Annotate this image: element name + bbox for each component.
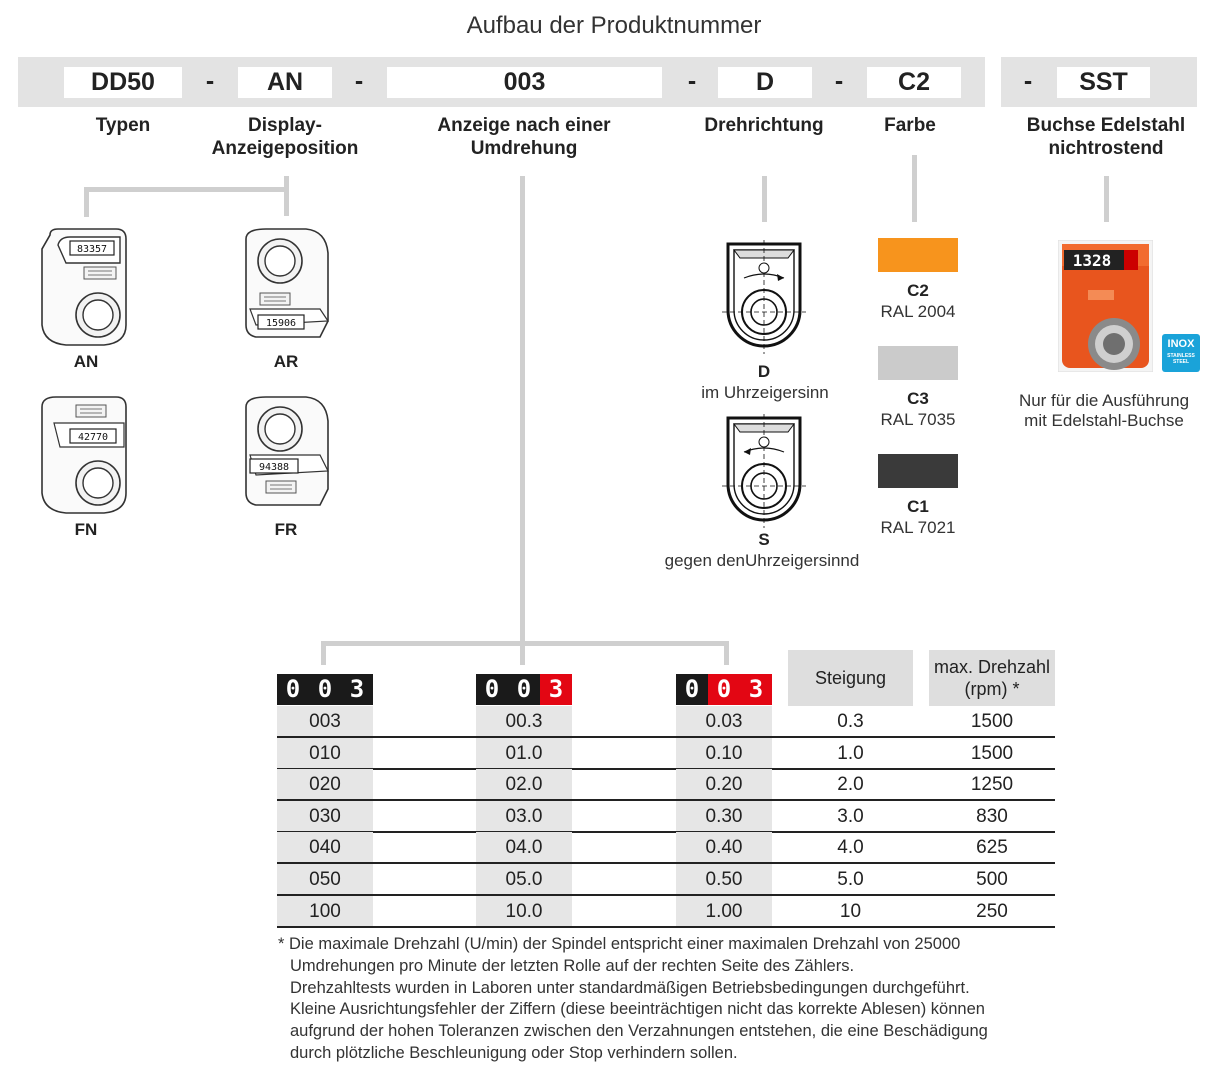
label-reading: Anzeige nach einer Umdrehung	[437, 115, 611, 159]
cell-reading-two-decimals: 0.50	[676, 864, 772, 895]
label-display: Display- Anzeigeposition	[211, 115, 359, 159]
code-dash: -	[834, 67, 844, 95]
cell-pitch: 1.0	[837, 742, 864, 764]
connector-types-left	[84, 187, 89, 217]
label-bushing: Buchse Edelstahl nichtrostend	[1026, 115, 1186, 159]
connector-types-right	[284, 176, 289, 216]
cell-pitch: 3.0	[837, 805, 864, 827]
label-color: Farbe	[884, 115, 936, 136]
cell-max-rpm: 1500	[970, 711, 1014, 732]
connector-types	[84, 187, 289, 192]
digits-integer: 0 0 3	[277, 674, 373, 705]
device-an-icon	[36, 225, 136, 350]
svg-text:1328: 1328	[1072, 251, 1112, 270]
cell-max-rpm: 250	[976, 900, 1008, 922]
inox-badge: INOX STAINLESS STEEL	[1162, 334, 1200, 372]
cell-pitch: 2.0	[837, 774, 864, 796]
connector-rotation	[762, 176, 767, 222]
header-max-rpm: max. Drehzahl (rpm) *	[929, 650, 1055, 706]
counter-ar: 15906	[265, 318, 297, 329]
device-fn-icon	[36, 393, 136, 518]
cell-max-rpm: 1250	[970, 774, 1014, 796]
device-ar-icon	[236, 225, 336, 350]
cell-code: 040	[277, 832, 373, 863]
cell-max-rpm: 625	[976, 837, 1008, 859]
cell-reading-one-decimal: 03.0	[476, 801, 572, 832]
color-swatch-c3	[878, 346, 958, 380]
cell-reading-one-decimal: 00.3	[476, 706, 572, 737]
connector-bushing	[1104, 176, 1109, 222]
counter-fn: 42770	[77, 432, 109, 443]
cell-reading-two-decimals: 0.10	[676, 738, 772, 769]
cell-reading-two-decimals: 0.20	[676, 769, 772, 800]
code-segment-color: C2	[867, 67, 961, 98]
cell-max-rpm: 830	[976, 805, 1008, 827]
connector-reading-a	[321, 641, 326, 665]
cell-reading-two-decimals: 1.00	[676, 896, 772, 927]
rotation-counterclockwise-icon	[722, 412, 806, 530]
cell-code: 050	[277, 864, 373, 895]
bushing-note: Nur für die Ausführung mit Edelstahl-Buchse	[1018, 391, 1190, 430]
stainless-bushing-photo	[1058, 240, 1153, 372]
cell-max-rpm: 1500	[970, 742, 1014, 764]
cell-reading-one-decimal: 02.0	[476, 769, 572, 800]
rotation-d-code: D	[757, 362, 771, 381]
code-segment-reading: 003	[387, 67, 662, 98]
color-c2-ral: RAL 2004	[880, 302, 956, 321]
cell-pitch: 0.3	[837, 711, 864, 732]
color-c1-ral: RAL 7021	[880, 518, 956, 537]
code-dash: -	[1023, 67, 1033, 95]
cell-reading-one-decimal: 04.0	[476, 832, 572, 863]
cell-code: 030	[277, 801, 373, 832]
code-dash: -	[687, 67, 697, 95]
rotation-clockwise-icon	[722, 238, 806, 356]
device-fr-icon	[236, 393, 336, 518]
counter-fr: 94388	[258, 462, 290, 473]
color-c3-code: C3	[907, 389, 929, 408]
color-c2-code: C2	[907, 281, 929, 300]
code-dash: -	[205, 67, 215, 95]
cell-code: 020	[277, 769, 373, 800]
code-dash: -	[354, 67, 364, 95]
cell-pitch: 4.0	[837, 837, 864, 859]
cell-code: 010	[277, 738, 373, 769]
cell-pitch: 5.0	[837, 869, 864, 890]
code-segment-rotation: D	[718, 67, 812, 98]
cell-pitch: 10	[839, 900, 862, 922]
cell-reading-two-decimals: 0.30	[676, 801, 772, 832]
connector-reading-h	[321, 641, 729, 646]
footnote: * Die maximale Drehzahl (U/min) der Spindel entspricht einer maximalen Drehzahl von 25000 Umdrehungen pro Minute der letzten Rolle auf der rechten Seite des Zählers. Drehzahltests wurden in Laboren unter standardmäßigen Betriebsbedingungen durchgeführt. Kleine Ausrichtungsfehler der Ziffern (diese beeinträchtigen nicht das korrekte Ablesen) können aufgrund der hohen Toleranzen zwischen den Verzahnungen entstehen, die eine Beschädigung durch plötzliche Beschleunigung oder Stop verhindern sollen.	[278, 935, 988, 1062]
cell-reading-two-decimals: 0.40	[676, 832, 772, 863]
cell-reading-one-decimal: 10.0	[476, 896, 572, 927]
type-fr-code: FR	[274, 520, 298, 539]
row-divider	[277, 926, 1055, 928]
digits-one-decimal: 0 0 3	[476, 674, 572, 705]
connector-reading	[520, 176, 525, 644]
color-swatch-c2	[878, 238, 958, 272]
connector-reading-b	[520, 641, 525, 665]
counter-an: 83357	[76, 244, 108, 255]
cell-reading-one-decimal: 01.0	[476, 738, 572, 769]
color-c3-ral: RAL 7035	[880, 410, 956, 429]
cell-code: 003	[277, 706, 373, 737]
cell-reading-two-decimals: 0.03	[676, 706, 772, 737]
connector-reading-c	[724, 641, 729, 665]
code-segment-type: DD50	[64, 67, 182, 98]
type-an-code: AN	[73, 352, 99, 371]
header-pitch: Steigung	[788, 650, 913, 706]
code-segment-display: AN	[238, 67, 332, 98]
type-ar-code: AR	[273, 352, 299, 371]
cell-max-rpm: 500	[976, 869, 1008, 890]
cell-reading-one-decimal: 05.0	[476, 864, 572, 895]
color-swatch-c1	[878, 454, 958, 488]
rotation-d-text: im Uhrzeigersinn	[701, 383, 829, 402]
code-segment-bushing: SST	[1057, 67, 1150, 98]
cell-code: 100	[277, 896, 373, 927]
page-title: Aufbau der Produktnummer	[466, 12, 762, 39]
connector-color	[912, 155, 917, 222]
label-types: Typen	[95, 115, 151, 136]
color-c1-code: C1	[907, 497, 929, 516]
type-fn-code: FN	[74, 520, 98, 539]
label-rotation: Drehrichtung	[704, 115, 824, 136]
rotation-s-text: gegen denUhrzeigersinnd	[664, 551, 860, 570]
digits-two-decimals: 0 0 3	[676, 674, 772, 705]
rotation-s-code: S	[758, 530, 770, 549]
